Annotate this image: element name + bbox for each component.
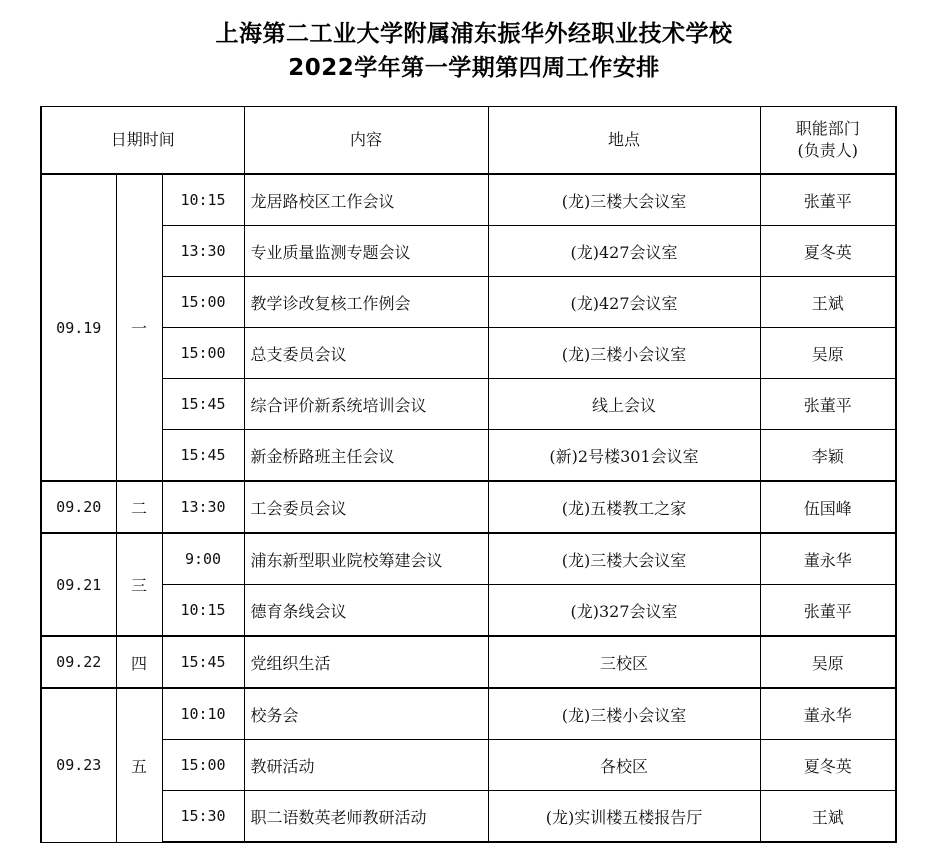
location-cell: (龙)三楼大会议室 (488, 533, 760, 585)
table-row (41, 585, 896, 637)
time-cell: 15:45 (162, 636, 244, 688)
table-row (41, 277, 896, 328)
content-cell: 教学诊改复核工作例会 (244, 277, 488, 328)
person-cell: 张董平 (760, 585, 896, 637)
person-cell: 王斌 (760, 791, 896, 843)
content-cell: 教研活动 (244, 740, 488, 791)
date-cell: 09.19 (41, 174, 116, 481)
date-cell: 09.21 (41, 533, 116, 636)
content-cell: 专业质量监测专题会议 (244, 226, 488, 277)
content-cell: 综合评价新系统培训会议 (244, 379, 488, 430)
location-cell: (龙)427会议室 (488, 226, 760, 277)
content-cell: 浦东新型职业院校筹建会议 (244, 533, 488, 585)
location-cell: (龙)三楼小会议室 (488, 328, 760, 379)
date-cell: 09.22 (41, 636, 116, 688)
person-cell: 张董平 (760, 174, 896, 226)
person-cell: 伍国峰 (760, 481, 896, 533)
table-header-row (41, 107, 896, 175)
header-location: 地点 (488, 107, 760, 175)
content-cell: 新金桥路班主任会议 (244, 430, 488, 482)
location-cell: (龙)427会议室 (488, 277, 760, 328)
header-department-line1: 职能部门 (795, 119, 860, 138)
date-cell: 09.23 (41, 688, 116, 842)
time-cell: 10:15 (162, 174, 244, 226)
time-cell: 15:00 (162, 277, 244, 328)
date-cell: 09.20 (41, 481, 116, 533)
time-cell: 15:45 (162, 430, 244, 482)
content-cell: 校务会 (244, 688, 488, 740)
table-row (41, 688, 896, 740)
header-department-line2: (负责人) (797, 141, 859, 160)
table-row (41, 636, 896, 688)
weekday-cell: 四 (116, 636, 162, 688)
person-cell: 夏冬英 (760, 740, 896, 791)
time-cell: 9:00 (162, 533, 244, 585)
time-cell: 10:15 (162, 585, 244, 637)
header-content: 内容 (244, 107, 488, 175)
person-cell: 吴原 (760, 328, 896, 379)
location-cell: (新)2号楼301会议室 (488, 430, 760, 482)
time-cell: 15:00 (162, 328, 244, 379)
person-cell: 李颖 (760, 430, 896, 482)
time-cell: 15:45 (162, 379, 244, 430)
location-cell: (龙)三楼大会议室 (488, 174, 760, 226)
location-cell: (龙)五楼教工之家 (488, 481, 760, 533)
person-cell: 张董平 (760, 379, 896, 430)
location-cell: 三校区 (488, 636, 760, 688)
content-cell: 龙居路校区工作会议 (244, 174, 488, 226)
location-cell: (龙)实训楼五楼报告厅 (488, 791, 760, 843)
person-cell: 夏冬英 (760, 226, 896, 277)
weekday-cell: 三 (116, 533, 162, 636)
content-cell: 德育条线会议 (244, 585, 488, 637)
time-cell: 15:30 (162, 791, 244, 843)
person-cell: 吴原 (760, 636, 896, 688)
location-cell: (龙)三楼小会议室 (488, 688, 760, 740)
time-cell: 10:10 (162, 688, 244, 740)
table-row (41, 174, 896, 226)
location-cell: (龙)327会议室 (488, 585, 760, 637)
time-cell: 15:00 (162, 740, 244, 791)
person-cell: 董永华 (760, 533, 896, 585)
table-row (41, 533, 896, 585)
table-row (41, 791, 896, 843)
header-department (760, 107, 896, 175)
location-cell: 各校区 (488, 740, 760, 791)
location-cell: 线上会议 (488, 379, 760, 430)
content-cell: 党组织生活 (244, 636, 488, 688)
content-cell: 总支委员会议 (244, 328, 488, 379)
weekday-cell: 五 (116, 688, 162, 842)
page-subtitle: 2022学年第一学期第四周工作安排 (288, 55, 660, 81)
table-row (41, 481, 896, 533)
table-row (41, 328, 896, 379)
time-cell: 13:30 (162, 226, 244, 277)
person-cell: 王斌 (760, 277, 896, 328)
table-row (41, 379, 896, 430)
table-row (41, 226, 896, 277)
person-cell: 董永华 (760, 688, 896, 740)
weekday-cell: 二 (116, 481, 162, 533)
table-row (41, 740, 896, 791)
header-date-time: 日期时间 (41, 107, 244, 175)
page-title: 上海第二工业大学附属浦东振华外经职业技术学校 (215, 21, 733, 47)
schedule-table (40, 106, 897, 843)
weekday-cell: 一 (116, 174, 162, 481)
table-row (41, 430, 896, 482)
content-cell: 工会委员会议 (244, 481, 488, 533)
content-cell: 职二语数英老师教研活动 (244, 791, 488, 843)
time-cell: 13:30 (162, 481, 244, 533)
